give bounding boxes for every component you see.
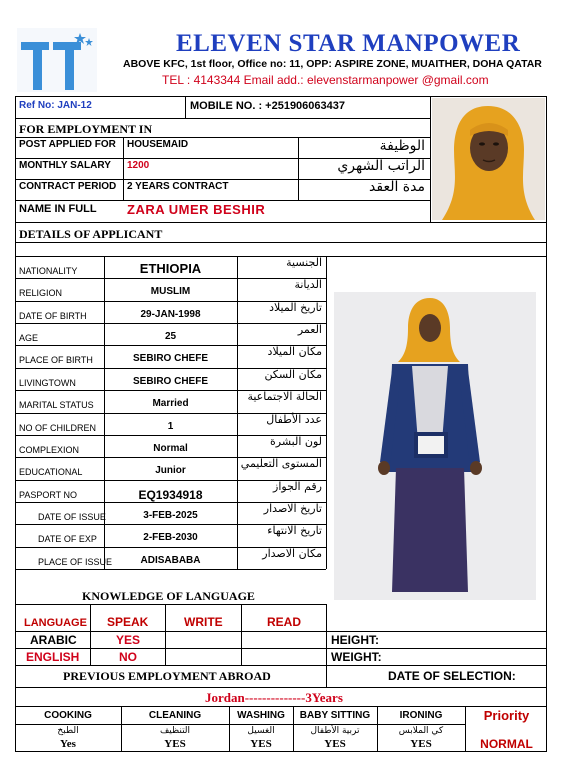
row-divider <box>15 413 326 414</box>
face-photo-icon <box>432 98 545 220</box>
applicant-row-value: Married <box>152 398 189 410</box>
skill-value: YES <box>164 738 186 750</box>
skill-label: WASHING <box>237 710 285 721</box>
lang-header-read: READ <box>267 615 302 629</box>
applicant-row-label: EDUCATIONAL <box>19 467 83 478</box>
employment-section-title: FOR EMPLOYMENT IN <box>19 122 153 136</box>
row-divider <box>15 345 326 346</box>
skill-value: Yes <box>60 738 76 750</box>
company-contact: TEL : 4143344 Email add.: elevenstarmanpower @gmail.com <box>162 73 489 87</box>
lang-header-language: LANGUAGE <box>24 617 87 629</box>
applicant-row-value: SEBIRO CHEFE <box>132 375 208 387</box>
applicant-row-value: ADISABABA <box>140 554 201 566</box>
skill-value: YES <box>250 738 272 750</box>
skill-label: BABY SITTING <box>299 710 371 721</box>
priority-label: Priority <box>483 708 530 723</box>
applicant-row-label: PASPORT NO <box>19 489 78 500</box>
contract-label: CONTRACT PERIOD <box>19 181 117 192</box>
row-divider <box>15 502 326 503</box>
applicant-row-value: 29-JAN-1998 <box>140 308 201 320</box>
date-of-selection-label: DATE OF SELECTION: <box>388 669 516 683</box>
applicant-row-label: MARITAL STATUS <box>19 400 94 411</box>
applicant-row-arabic: العمر <box>297 323 322 337</box>
ref-number: Ref No: JAN-12 <box>19 100 92 111</box>
lang-header-speak: SPEAK <box>107 615 149 629</box>
lang-arabic-speak: YES <box>116 633 141 647</box>
mobile-number: MOBILE NO. : +251906063437 <box>190 100 345 112</box>
contract-value: 2 YEARS CONTRACT <box>127 181 229 192</box>
lang-arabic-name: ARABIC <box>30 633 77 647</box>
salary-value: 1200 <box>127 160 150 171</box>
row-divider <box>15 390 326 391</box>
applicant-row-value: MUSLIM <box>150 286 191 298</box>
lang-english-name: ENGLISH <box>26 650 80 664</box>
row-divider <box>15 368 326 369</box>
lang-header-write: WRITE <box>184 615 223 629</box>
skill-value: YES <box>324 738 346 750</box>
skill-label: IRONING <box>399 710 443 721</box>
applicant-row-arabic: رقم الجواز <box>273 479 322 493</box>
skill-label: CLEANING <box>148 710 202 721</box>
post-value: HOUSEMAID <box>127 139 189 150</box>
applicant-row-value: 1 <box>167 420 174 432</box>
applicant-row-label: PLACE OF BIRTH <box>19 355 93 366</box>
applicant-row-label: NO OF CHILDREN <box>19 422 97 433</box>
applicant-row-label: DATE OF BIRTH <box>19 310 87 321</box>
skill-arabic: كي الملابس <box>398 726 444 736</box>
applicant-row-label: RELIGION <box>19 288 63 299</box>
applicant-row-label: AGE <box>19 333 39 344</box>
weight-label: WEIGHT: <box>331 650 382 664</box>
priority-value: NORMAL <box>480 737 533 751</box>
skill-arabic: التنظيف <box>159 726 191 736</box>
skill-arabic: الغسيل <box>247 726 275 736</box>
skill-arabic: الطبخ <box>57 726 79 736</box>
salary-label: MONTHLY SALARY <box>19 160 111 171</box>
applicant-row-arabic: تاريخ الاصدار <box>263 501 322 515</box>
applicant-full-photo <box>334 292 536 600</box>
applicant-row-arabic: مكان الاصدار <box>262 546 322 560</box>
row-divider <box>15 301 326 302</box>
salary-arabic: الراتب الشهري <box>337 158 425 174</box>
row-divider <box>15 524 326 525</box>
height-label: HEIGHT: <box>331 633 379 647</box>
company-address: ABOVE KFC, 1st floor, Office no: 11, OPP: ASPIRE ZONE, MUAITHER, DOHA QATAR <box>123 58 542 70</box>
applicant-row-arabic: تاريخ الميلاد <box>269 300 322 314</box>
applicant-row-arabic: لون البشرة <box>270 434 322 448</box>
applicant-row-value: 3-FEB-2025 <box>143 509 198 521</box>
row-divider <box>15 323 326 324</box>
applicant-row-label: PLACE OF ISSUE <box>38 556 113 567</box>
applicant-row-value: Junior <box>155 465 186 477</box>
applicant-row-arabic: المستوى التعليمي <box>240 457 322 471</box>
applicant-row-label: DATE OF ISSUE <box>38 511 106 522</box>
lang-english-speak: NO <box>119 650 137 664</box>
previous-section-title: PREVIOUS EMPLOYMENT ABROAD <box>63 669 271 683</box>
name-label: NAME IN FULL <box>19 203 97 215</box>
applicant-section-title: DETAILS OF APPLICANT <box>19 227 163 241</box>
applicant-row-label: NATIONALITY <box>19 266 78 276</box>
applicant-row-arabic: مكان السكن <box>264 367 322 381</box>
applicant-row-value: 2-FEB-2030 <box>143 532 198 544</box>
applicant-row-value: EQ1934918 <box>138 487 203 502</box>
applicant-row-value: Normal <box>153 442 188 454</box>
row-divider <box>15 547 326 548</box>
skill-label: COOKING <box>44 710 92 721</box>
language-section-title: KNOWLEDGE OF LANGUAGE <box>82 589 255 603</box>
applicant-row-value: ETHIOPIA <box>139 261 202 276</box>
applicant-row-label: COMPLEXION <box>19 444 80 455</box>
skill-value: YES <box>410 738 432 750</box>
company-name: ELEVEN STAR MANPOWER <box>176 30 521 57</box>
row-divider <box>15 435 326 436</box>
post-label: POST APPLIED FOR <box>19 139 116 150</box>
previous-entry: Jordan--------------3Years <box>205 690 343 705</box>
name-value: ZARA UMER BESHIR <box>127 202 266 217</box>
row-divider <box>15 278 326 279</box>
skill-arabic: تربية الأطفال <box>310 726 360 736</box>
company-logo <box>17 28 97 92</box>
applicant-row-label: DATE OF EXP <box>38 534 97 545</box>
applicant-row-arabic: تاريخ الانتهاء <box>267 524 322 538</box>
applicant-face-photo <box>432 98 545 220</box>
row-divider <box>15 457 326 458</box>
applicant-row-value: 25 <box>164 331 177 343</box>
row-divider <box>15 480 326 481</box>
post-arabic: الوظيفة <box>379 138 425 154</box>
applicant-row-label: LIVINGTOWN <box>19 377 76 388</box>
applicant-row-value: SEBIRO CHEFE <box>132 353 208 365</box>
applicant-row-arabic: الجنسية <box>286 256 322 269</box>
applicant-row-arabic: الحالة الاجتماعية <box>247 390 322 404</box>
logo-eleven-icon <box>17 28 97 92</box>
applicant-row-arabic: مكان الميلاد <box>267 345 322 359</box>
applicant-row-arabic: عدد الأطفال <box>266 412 322 426</box>
applicant-row-arabic: الديانة <box>294 278 322 292</box>
contract-arabic: مدة العقد <box>369 179 425 195</box>
full-body-photo-icon <box>334 292 536 600</box>
